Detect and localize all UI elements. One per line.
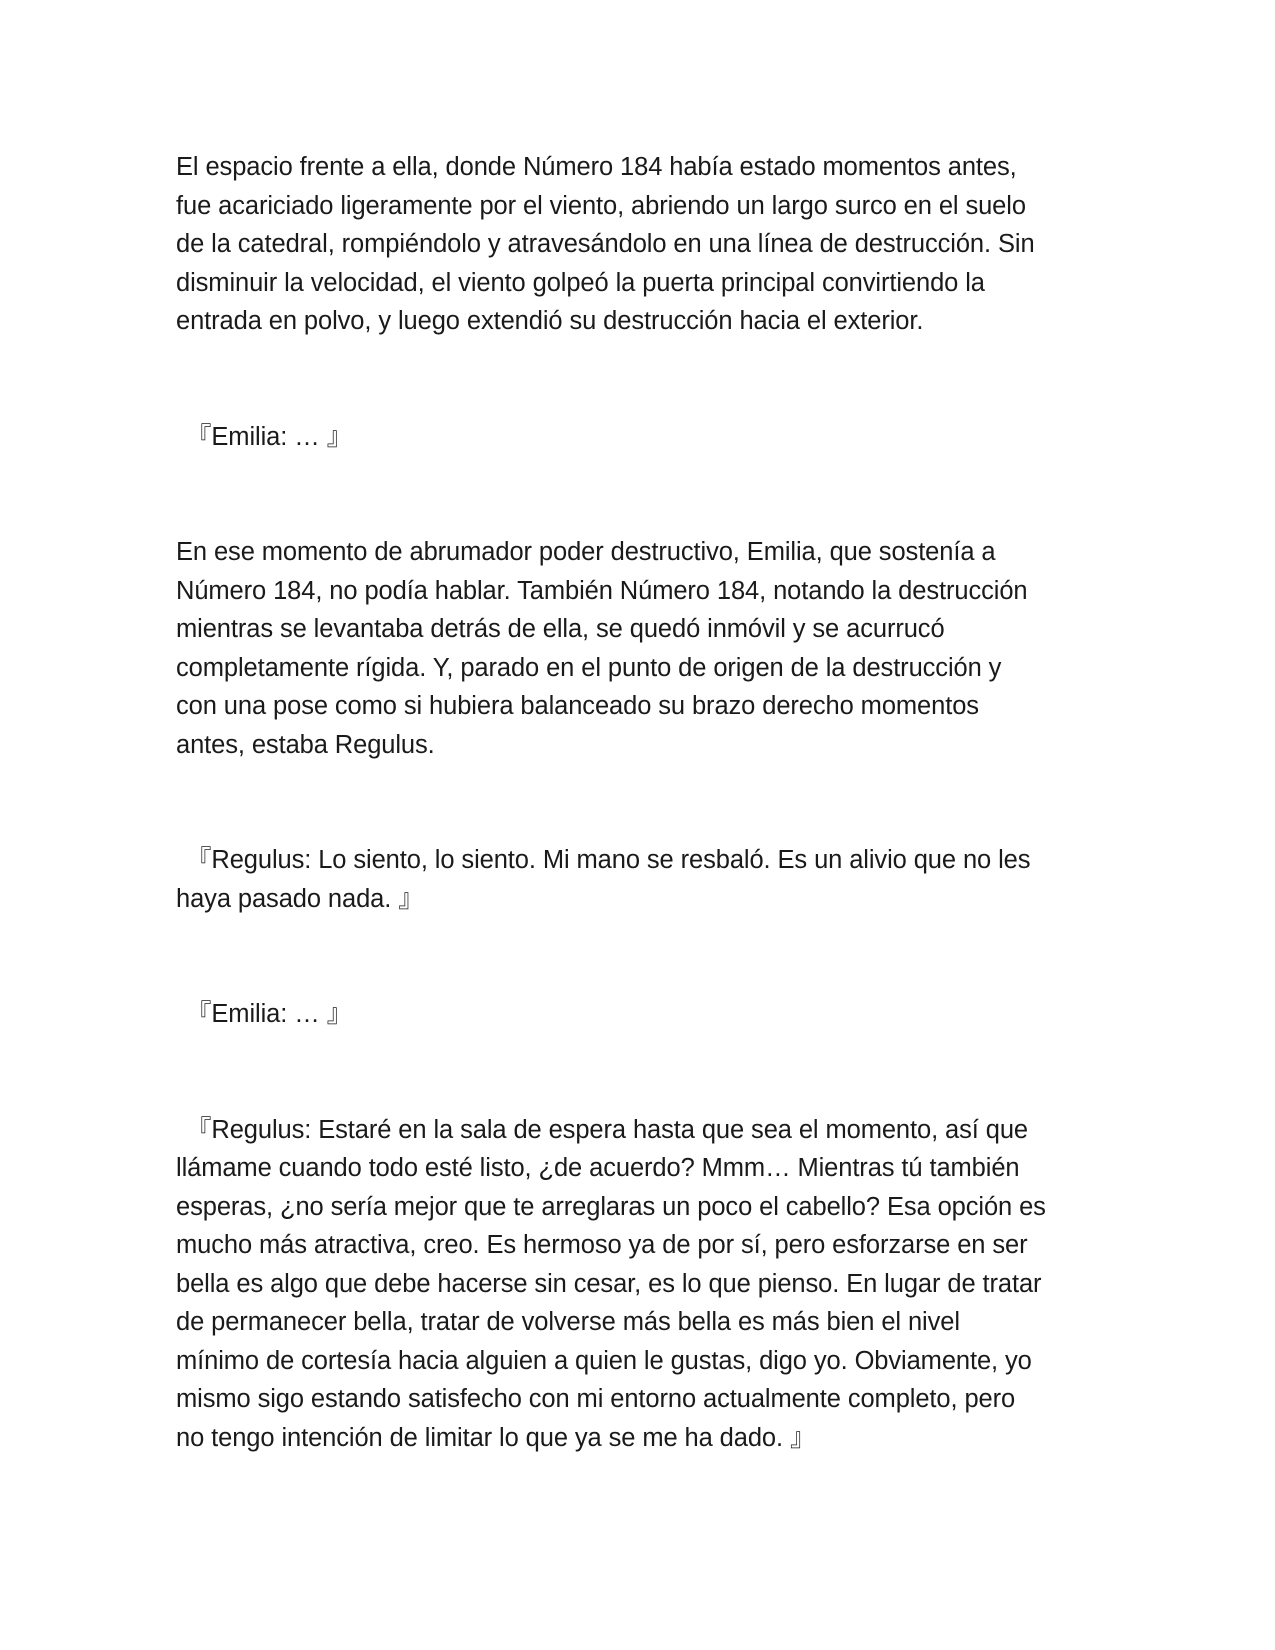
dialogue-line-emilia: 『Emilia: … 』 [186, 422, 352, 451]
paragraph-spacer [176, 764, 1096, 841]
paragraph-spacer [176, 456, 1096, 533]
dialogue-line-regulus: 『Regulus: Estaré en la sala de espera hasta que sea el momento, así que llámame cuando todo esté listo, ¿de acuerdo? Mmm… Mientras tú también esperas, ¿no sería mejor que te arreglaras un poco el cabello? Esa opción es mucho más atractiva, creo. Es hermoso ya de por sí, pero esforzarse en ser bella es algo que debe hacerse sin cesar, es lo que pienso. En lugar de tratar de permanecer bella, tratar de volverse más bella es más bien el nivel mínimo de cortesía hacia alguien a quien le gustas, digo yo. Obviamente, yo mismo sigo estando satisfecho con mi entorno actualmente completo, pero no tengo intención de limitar lo que ya se me ha dado. 』 [176, 1115, 1046, 1452]
dialogue-line-emilia: 『Emilia: … 』 [186, 1000, 352, 1028]
document-body [176, 148, 1096, 1457]
narration-paragraph: El espacio frente a ella, donde Número 184 había estado momentos antes, fue acariciado ligeramente por el viento, abriendo un largo surco en el suelo de la catedral, rompiéndolo y atravesándolo en una línea de destrucción. Sin disminuir la velocidad, el viento golpeó la puerta principal convirtiendo la entrada en polvo, y luego extendió su destrucción hacia el exterior. [176, 153, 1035, 335]
paragraph-spacer [176, 1034, 1096, 1111]
paragraph-spacer [176, 341, 1096, 418]
paragraph-spacer [176, 918, 1096, 995]
narration-paragraph: En ese momento de abrumador poder destructivo, Emilia, que sostenía a Número 184, no podía hablar. También Número 184, notando la destrucción mientras se levantaba detrás de ella, se quedó inmóvil y se acurrucó completamente rígida. Y, parado en el punto de origen de la destrucción y con una pose como si hubiera balanceado su brazo derecho momentos antes, estaba Regulus. [176, 538, 1028, 759]
dialogue-line-regulus: 『Regulus: Lo siento, lo siento. Mi mano se resbaló. Es un alivio que no les haya pasado nada. 』 [176, 846, 1031, 913]
